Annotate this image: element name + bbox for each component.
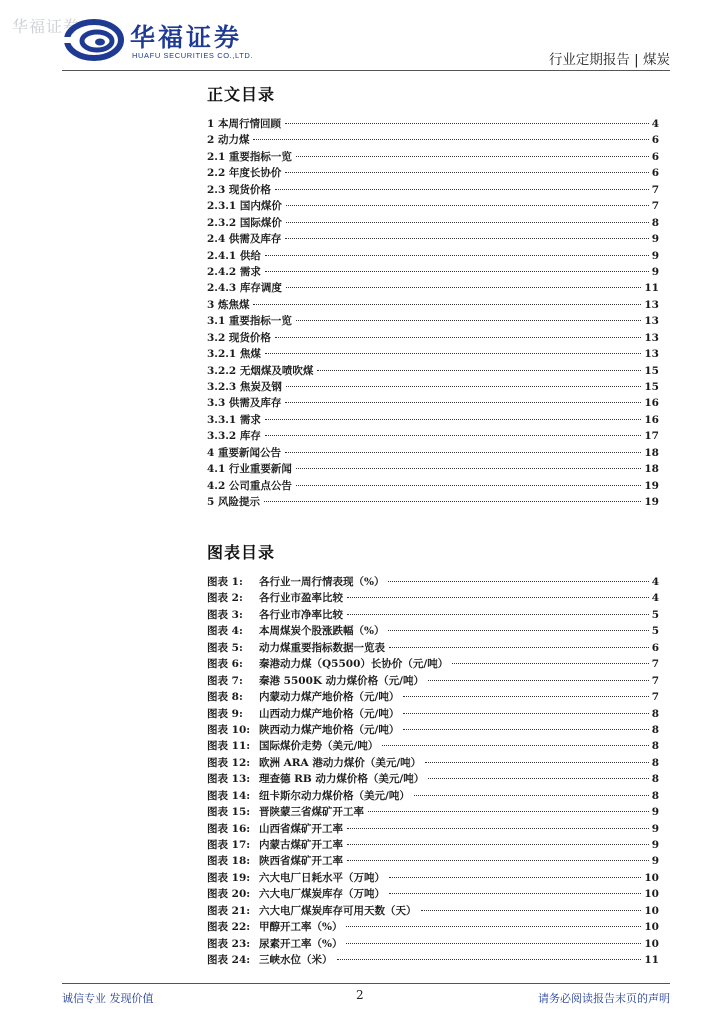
- dot-leader: [286, 222, 649, 223]
- figure-title: 六大电厂日耗水平（万吨）: [259, 871, 385, 884]
- entry-page-number: 7: [651, 674, 659, 687]
- header-divider: [62, 70, 670, 71]
- dot-leader: [347, 844, 649, 845]
- entry-label: [207, 689, 401, 704]
- dot-leader: [296, 156, 649, 157]
- entry-label: [207, 788, 412, 803]
- entry-page-number: 7: [651, 200, 659, 213]
- entry-label: [207, 870, 387, 885]
- dot-leader: [285, 452, 641, 453]
- figure-title: 三峡水位（米）: [259, 954, 333, 967]
- dot-leader: [265, 271, 649, 272]
- entry-page-number: 7: [651, 691, 659, 704]
- figure-entry[interactable]: [207, 771, 659, 787]
- figure-entry[interactable]: [207, 870, 659, 886]
- figure-title: 各行业市净率比较: [259, 608, 343, 621]
- entry-label: 3.3.1 需求: [207, 413, 261, 426]
- dot-leader: [421, 910, 642, 911]
- figure-title: 秦港动力煤（Q5500）长协价（元/吨）: [259, 658, 449, 671]
- footer-slogan: 诚信专业 发现价值: [62, 992, 154, 1005]
- dot-leader: [425, 762, 649, 763]
- figure-entry[interactable]: [207, 590, 659, 606]
- entry-page-number: 4: [651, 118, 659, 130]
- contents-entry[interactable]: [207, 313, 659, 329]
- dot-leader: [414, 795, 649, 796]
- entry-page-number: 10: [644, 904, 659, 917]
- contents-entry[interactable]: [207, 280, 659, 296]
- figure-entry[interactable]: [207, 738, 659, 754]
- entry-page-number: 18: [644, 446, 659, 459]
- entry-label: [207, 853, 345, 868]
- figure-title: 甲醇开工率（%）: [259, 921, 343, 934]
- figure-number: 图表 9:: [207, 707, 243, 720]
- figure-number: 图表 22:: [207, 921, 251, 934]
- figure-entry[interactable]: [207, 936, 659, 952]
- entry-label: [207, 903, 419, 918]
- dot-leader: [265, 255, 649, 256]
- figure-entry[interactable]: [207, 903, 659, 919]
- dot-leader: [296, 485, 641, 486]
- figure-title: 秦港 5500K 动力煤价格（元/吨）: [259, 674, 424, 687]
- entry-label: [207, 607, 345, 622]
- entry-page-number: 13: [644, 298, 659, 311]
- contents-entry[interactable]: [207, 297, 659, 313]
- entry-label: 2.4 供需及库存: [207, 233, 282, 246]
- entry-page-number: 5: [651, 625, 659, 638]
- dot-leader: [285, 238, 648, 239]
- dot-leader: [264, 501, 641, 502]
- entry-label: [207, 722, 401, 737]
- entry-label: [207, 656, 450, 671]
- entry-label: [207, 640, 387, 655]
- entry-label: [207, 590, 345, 605]
- entry-page-number: 9: [651, 249, 659, 262]
- entry-page-number: 8: [651, 707, 659, 720]
- dot-leader: [389, 893, 641, 894]
- dot-leader: [286, 205, 649, 206]
- dot-leader: [389, 647, 649, 648]
- figure-entry[interactable]: [207, 919, 659, 935]
- figure-number: 图表 4:: [207, 625, 243, 638]
- entry-page-number: 18: [644, 463, 659, 476]
- dot-leader: [286, 386, 641, 387]
- contents-entry[interactable]: [207, 346, 659, 362]
- entry-page-number: 4: [651, 592, 659, 605]
- entry-label: 3.2.1 焦煤: [207, 348, 261, 361]
- figure-title: 国际煤价走势（美元/吨）: [259, 740, 379, 753]
- dot-leader: [382, 745, 648, 746]
- logo-text-cn: 华福证券: [130, 23, 243, 52]
- dot-leader: [285, 172, 648, 173]
- dot-leader: [265, 419, 641, 420]
- logo-text-en: HUAFU SECURITIES CO.,LTD.: [132, 51, 254, 60]
- figure-number: 图表 15:: [207, 806, 251, 819]
- figure-entry[interactable]: [207, 804, 659, 820]
- entry-page-number: 8: [651, 756, 659, 769]
- entry-page-number: 10: [644, 888, 659, 901]
- entry-label: 2.3.1 国内煤价: [207, 200, 282, 213]
- entry-label: [207, 837, 345, 852]
- figure-number: 图表 19:: [207, 871, 251, 884]
- figure-entry[interactable]: [207, 689, 659, 705]
- contents-entry[interactable]: [207, 198, 659, 214]
- figure-number: 图表 5:: [207, 641, 243, 654]
- entry-page-number: 7: [651, 183, 659, 196]
- entry-page-number: 19: [644, 479, 659, 492]
- entry-page-number: 11: [644, 282, 659, 295]
- report-category: 行业定期报告 | 煤炭: [548, 52, 670, 68]
- entry-label: [207, 755, 423, 770]
- figure-entry[interactable]: [207, 788, 659, 804]
- dot-leader: [368, 811, 649, 812]
- entry-label: 4.2 公司重点公告: [207, 479, 292, 492]
- figure-entry[interactable]: [207, 837, 659, 853]
- figure-entry[interactable]: [207, 821, 659, 837]
- figure-entry[interactable]: [207, 755, 659, 771]
- entry-label: [207, 738, 380, 753]
- company-logo: [64, 16, 274, 66]
- entry-label: [207, 936, 344, 951]
- page-number: 2: [356, 988, 364, 1002]
- entry-page-number: 16: [644, 413, 659, 426]
- entry-page-number: 5: [651, 608, 659, 621]
- figure-number: 图表 20:: [207, 888, 251, 901]
- figure-entry[interactable]: [207, 656, 659, 672]
- figure-title: 晋陕蒙三省煤矿开工率: [259, 806, 364, 819]
- entry-page-number: 9: [651, 265, 659, 278]
- figure-number: 图表 13:: [207, 773, 251, 786]
- figure-number: 图表 3:: [207, 608, 243, 621]
- figure-title: 陕西动力煤产地价格（元/吨）: [259, 723, 400, 736]
- dot-leader: [389, 877, 641, 878]
- figure-title: 各行业市盈率比较: [259, 592, 343, 605]
- dot-leader: [275, 189, 649, 190]
- figure-number: 图表 2:: [207, 592, 243, 605]
- entry-label: [207, 821, 345, 836]
- figure-title: 欧洲 ARA 港动力煤价（美元/吨）: [259, 756, 422, 769]
- dot-leader: [428, 778, 648, 779]
- entry-label: 1 本周行情回顾: [207, 118, 281, 130]
- figure-number: 图表 24:: [207, 954, 251, 967]
- entry-page-number: 10: [644, 871, 659, 884]
- entry-label: [207, 919, 344, 934]
- entry-page-number: 10: [644, 921, 659, 934]
- figure-number: 图表 21:: [207, 904, 251, 917]
- contents-entry[interactable]: [207, 248, 659, 264]
- figure-entry[interactable]: [207, 853, 659, 869]
- contents-entry[interactable]: [207, 445, 659, 461]
- contents-entry[interactable]: [207, 182, 659, 198]
- figure-title: 山西动力煤产地价格（元/吨）: [259, 707, 400, 720]
- figure-title: 动力煤重要指标数据一览表: [259, 641, 385, 654]
- contents-entry[interactable]: [207, 330, 659, 346]
- entry-label: 2.4.1 供给: [207, 249, 261, 262]
- dot-leader: [347, 597, 649, 598]
- entry-page-number: 10: [644, 937, 659, 950]
- contents-entry[interactable]: [207, 264, 659, 280]
- dot-leader: [286, 287, 641, 288]
- dot-leader: [452, 663, 648, 664]
- contents-entry[interactable]: [207, 395, 659, 411]
- contents-entry[interactable]: [207, 412, 659, 428]
- contents-entry[interactable]: [207, 132, 659, 148]
- dot-leader: [265, 435, 641, 436]
- figure-entry[interactable]: [207, 673, 659, 689]
- entry-label: [207, 804, 366, 819]
- contents-entry[interactable]: [207, 231, 659, 247]
- entry-page-number: 13: [644, 348, 659, 361]
- entry-label: 2.3.2 国际煤价: [207, 216, 282, 229]
- entry-page-number: 6: [651, 167, 659, 180]
- entry-page-number: 9: [651, 806, 659, 819]
- entry-page-number: 15: [644, 364, 659, 377]
- figure-entry[interactable]: [207, 623, 659, 639]
- figures-list: [207, 574, 659, 969]
- figure-number: 图表 10:: [207, 723, 251, 736]
- entry-page-number: 6: [651, 134, 659, 147]
- dot-leader: [346, 926, 641, 927]
- figure-number: 图表 8:: [207, 691, 243, 704]
- entry-label: [207, 623, 386, 638]
- entry-label: 3.2.3 焦炭及钢: [207, 381, 282, 393]
- entry-page-number: 6: [651, 641, 659, 654]
- contents-entry[interactable]: [207, 116, 659, 132]
- entry-label: 4 重要新闻公告: [207, 446, 281, 459]
- figure-number: 图表 6:: [207, 658, 243, 671]
- entry-label: 2.3 现货价格: [207, 183, 271, 196]
- contents-title: 正文目录: [207, 85, 276, 104]
- figure-entry[interactable]: [207, 886, 659, 902]
- contents-entry[interactable]: [207, 149, 659, 165]
- figure-number: 图表 16:: [207, 822, 251, 835]
- entry-label: 2.1 重要指标一览: [207, 150, 292, 163]
- entry-page-number: 9: [651, 839, 659, 851]
- contents-entry[interactable]: [207, 428, 659, 444]
- entry-label: [207, 886, 387, 901]
- dot-leader: [403, 696, 648, 697]
- entry-page-number: 13: [644, 331, 659, 344]
- entry-page-number: 17: [644, 430, 659, 443]
- dot-leader: [337, 959, 642, 960]
- dot-leader: [285, 123, 649, 124]
- dot-leader: [296, 320, 641, 321]
- figure-entry[interactable]: [207, 607, 659, 623]
- entry-page-number: 4: [651, 576, 659, 588]
- figure-number: 图表 23:: [207, 937, 251, 950]
- dot-leader: [347, 860, 649, 861]
- figure-entry[interactable]: [207, 722, 659, 738]
- entry-label: 2 动力煤: [207, 134, 250, 147]
- contents-entry[interactable]: [207, 461, 659, 477]
- contents-entry[interactable]: [207, 165, 659, 181]
- figure-number: 图表 17:: [207, 839, 251, 851]
- dot-leader: [296, 468, 641, 469]
- entry-label: [207, 706, 401, 721]
- entry-page-number: 8: [651, 216, 659, 229]
- dot-leader: [347, 614, 649, 615]
- footer-disclaimer: 请务必阅读报告末页的声明: [538, 992, 670, 1005]
- contents-entry[interactable]: [207, 363, 659, 379]
- entry-label: [207, 574, 386, 589]
- entry-label: [207, 673, 426, 688]
- figure-entry[interactable]: [207, 952, 659, 968]
- figure-title: 纽卡斯尔动力煤价格（美元/吨）: [259, 789, 410, 802]
- entry-label: 4.1 行业重要新闻: [207, 463, 292, 476]
- figure-title: 六大电厂煤炭库存可用天数（天）: [259, 904, 417, 917]
- entry-label: [207, 771, 426, 786]
- figure-title: 陕西省煤矿开工率: [259, 855, 343, 868]
- figure-title: 内蒙动力煤产地价格（元/吨）: [259, 691, 400, 704]
- dot-leader: [347, 828, 649, 829]
- figure-number: 图表 11:: [207, 740, 251, 753]
- entry-label: 3.2 现货价格: [207, 331, 271, 344]
- entry-label: 2.4.3 库存调度: [207, 282, 282, 295]
- contents-entry[interactable]: [207, 379, 659, 395]
- dot-leader: [265, 353, 641, 354]
- entry-page-number: 9: [651, 855, 659, 868]
- figure-number: 图表 1:: [207, 576, 243, 588]
- entry-label: 3.1 重要指标一览: [207, 315, 292, 328]
- entry-page-number: 6: [651, 150, 659, 163]
- dot-leader: [346, 943, 641, 944]
- entry-label: [207, 952, 335, 967]
- dot-leader: [403, 713, 648, 714]
- entry-page-number: 8: [651, 789, 659, 802]
- figure-title: 理查德 RB 动力煤价格（美元/吨）: [259, 773, 425, 786]
- entry-page-number: 9: [651, 233, 659, 246]
- logo-swirl-icon: [64, 18, 124, 62]
- entry-page-number: 8: [651, 723, 659, 736]
- entry-label: 3 炼焦煤: [207, 298, 250, 311]
- entry-page-number: 7: [651, 658, 659, 671]
- footer-divider: [62, 983, 670, 984]
- figure-number: 图表 12:: [207, 756, 251, 769]
- figure-title: 山西省煤矿开工率: [259, 822, 343, 835]
- figure-title: 内蒙古煤矿开工率: [259, 839, 343, 851]
- entry-page-number: 11: [644, 954, 659, 967]
- contents-entry[interactable]: [207, 478, 659, 494]
- dot-leader: [388, 630, 648, 631]
- dot-leader: [253, 139, 648, 140]
- entry-page-number: 9: [651, 822, 659, 835]
- dot-leader: [275, 337, 641, 338]
- figure-entry[interactable]: [207, 640, 659, 656]
- entry-label: 3.3 供需及库存: [207, 397, 282, 410]
- entry-page-number: 19: [644, 496, 659, 509]
- dot-leader: [428, 680, 649, 681]
- contents-entry[interactable]: [207, 494, 659, 510]
- figure-entry[interactable]: [207, 574, 659, 590]
- entry-page-number: 8: [651, 740, 659, 753]
- dot-leader: [285, 402, 641, 403]
- figure-title: 尿素开工率（%）: [259, 937, 343, 950]
- entry-label: 3.2.2 无烟煤及喷吹煤: [207, 364, 314, 377]
- figure-number: 图表 14:: [207, 789, 251, 802]
- dot-leader: [388, 581, 648, 582]
- entry-page-number: 16: [644, 397, 659, 410]
- entry-label: 2.2 年度长协价: [207, 167, 282, 180]
- entry-page-number: 13: [644, 315, 659, 328]
- entry-page-number: 8: [651, 773, 659, 786]
- figure-title: 六大电厂煤炭库存（万吨）: [259, 888, 385, 901]
- dot-leader: [253, 304, 641, 305]
- figure-title: 各行业一周行情表现（%）: [259, 576, 385, 588]
- dot-leader: [403, 729, 648, 730]
- watermark: 华福证券: [12, 17, 81, 36]
- figure-number: 图表 18:: [207, 855, 251, 868]
- entry-label: 3.3.2 库存: [207, 430, 261, 443]
- contents-entry[interactable]: [207, 215, 659, 231]
- entry-page-number: 15: [644, 381, 659, 393]
- contents-list: [207, 116, 659, 511]
- figure-number: 图表 7:: [207, 674, 243, 687]
- entry-label: 2.4.2 需求: [207, 265, 261, 278]
- entry-label: 5 风险提示: [207, 496, 260, 509]
- dot-leader: [317, 370, 641, 371]
- figure-title: 本周煤炭个股涨跌幅（%）: [259, 625, 385, 638]
- figures-title: 图表目录: [207, 543, 276, 562]
- figure-entry[interactable]: [207, 706, 659, 722]
